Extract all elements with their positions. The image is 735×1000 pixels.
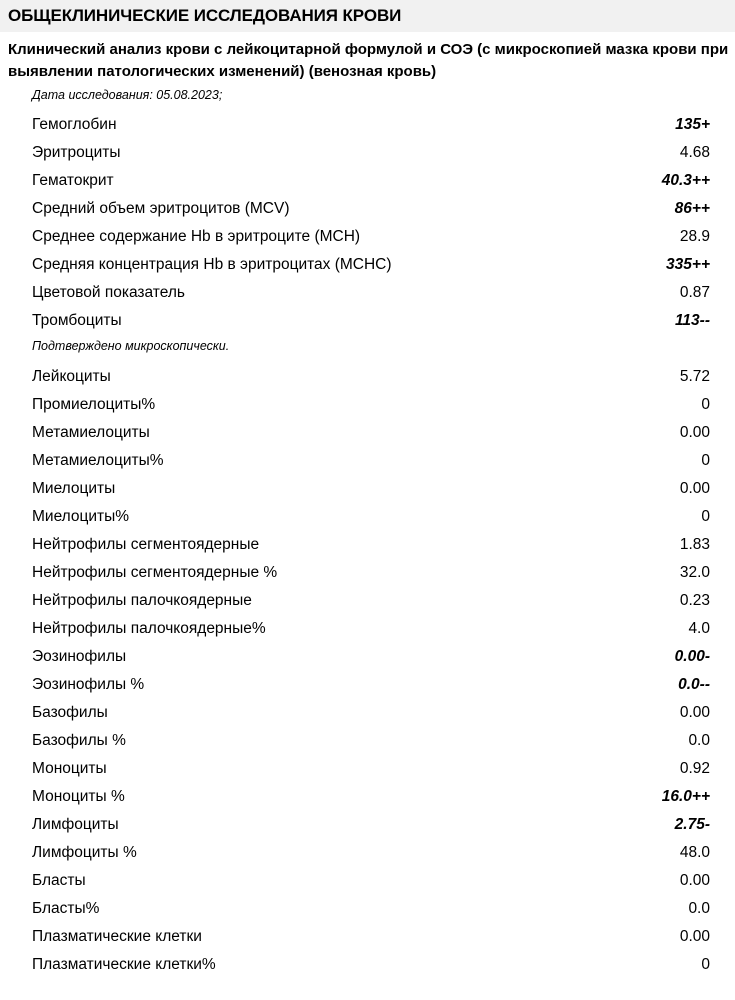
result-value-abnormal: 135+ [675, 116, 710, 133]
result-label: Лейкоциты [32, 368, 111, 385]
result-value: 0.92 [679, 760, 710, 777]
result-value-abnormal: 335++ [666, 256, 710, 273]
result-value: 32.0 [679, 564, 710, 581]
result-row [32, 704, 710, 732]
result-row [32, 928, 710, 956]
result-row [32, 872, 710, 900]
result-value-abnormal: 0.00- [674, 648, 710, 665]
result-row [32, 900, 710, 928]
study-date: Дата исследования: 05.08.2023; [32, 88, 223, 102]
result-value: 28.9 [679, 228, 710, 245]
result-value: 0 [701, 956, 710, 973]
result-value-abnormal: 86++ [674, 200, 710, 217]
result-label: Миелоциты [32, 480, 116, 497]
result-label: Эритроциты [32, 144, 121, 161]
result-label: Нейтрофилы сегментоядерные [32, 536, 260, 553]
result-row [32, 956, 710, 984]
result-row [32, 620, 710, 648]
result-label: Нейтрофилы сегментоядерные % [32, 564, 278, 581]
result-label: Базофилы [32, 704, 108, 721]
result-value: 0.00 [679, 424, 710, 441]
result-value: 1.83 [679, 536, 710, 553]
result-row [32, 116, 710, 144]
result-label: Миелоциты% [32, 508, 130, 525]
result-row [32, 144, 710, 172]
page-title: ОБЩЕКЛИНИЧЕСКИЕ ИССЛЕДОВАНИЯ КРОВИ [8, 6, 402, 25]
result-value: 0.00 [679, 872, 710, 889]
result-row [32, 536, 710, 564]
result-label: Средняя концентрация Hb в эритроцитах (MCHC) [32, 256, 392, 273]
result-value: 0 [701, 508, 710, 525]
result-row [32, 424, 710, 452]
result-value: 0.00 [679, 928, 710, 945]
result-label: Лимфоциты % [32, 844, 137, 861]
result-row [32, 844, 710, 872]
result-label: Эозинофилы [32, 648, 127, 665]
result-label: Бласты [32, 872, 86, 889]
result-label: Метамиелоциты% [32, 452, 164, 469]
result-value: 0.23 [679, 592, 710, 609]
result-row [32, 256, 710, 284]
result-row [32, 676, 710, 704]
result-value: 0.00 [679, 480, 710, 497]
result-value: 4.68 [679, 144, 710, 161]
result-row [32, 368, 710, 396]
result-label: Гемоглобин [32, 116, 117, 133]
result-row [32, 452, 710, 480]
result-row [32, 200, 710, 228]
result-label: Нейтрофилы палочкоядерные% [32, 620, 266, 637]
result-label: Моноциты % [32, 788, 125, 805]
result-value: 4.0 [688, 620, 710, 637]
result-label: Цветовой показатель [32, 284, 185, 301]
result-value: 5.72 [679, 368, 710, 385]
result-label: Эозинофилы % [32, 676, 145, 693]
result-row [32, 396, 710, 424]
result-label: Нейтрофилы палочкоядерные [32, 592, 252, 609]
result-label: Промиелоциты% [32, 396, 156, 413]
microscopy-note: Подтверждено микроскопически. [32, 339, 230, 353]
result-row [32, 312, 710, 340]
result-label: Плазматические клетки% [32, 956, 216, 973]
result-label: Базофилы % [32, 732, 126, 749]
result-value: 48.0 [679, 844, 710, 861]
report-header-band [0, 0, 735, 32]
result-row [32, 788, 710, 816]
result-value-abnormal: 0.0-- [678, 676, 710, 693]
result-row [32, 284, 710, 312]
result-value-abnormal: 40.3++ [661, 172, 710, 189]
result-row [32, 648, 710, 676]
report-subtitle-container [0, 32, 735, 83]
result-row [32, 564, 710, 592]
result-label: Моноциты [32, 760, 107, 777]
result-row [32, 228, 710, 256]
report-subtitle: Клинический анализ крови с лейкоцитарной формулой и СОЭ (с микроскопией мазка крови при выявлении патологических изменений) (венозная кровь) [8, 41, 729, 80]
result-label: Бласты% [32, 900, 100, 917]
result-label: Среднее содержание Hb в эритроците (MCH) [32, 228, 361, 245]
result-label: Лимфоциты [32, 816, 119, 833]
result-value: 0.00 [679, 704, 710, 721]
result-label: Плазматические клетки [32, 928, 202, 945]
result-value: 0 [701, 396, 710, 413]
result-row [32, 592, 710, 620]
result-label: Средний объем эритроцитов (MCV) [32, 200, 290, 217]
result-value-abnormal: 16.0++ [661, 788, 710, 805]
result-row [32, 816, 710, 844]
result-label: Метамиелоциты [32, 424, 150, 441]
result-value-abnormal: 2.75- [674, 816, 710, 833]
result-row [32, 508, 710, 536]
result-value: 0.87 [679, 284, 710, 301]
result-value: 0.0 [688, 732, 710, 749]
result-group-red-blood-panel [0, 116, 735, 340]
result-label: Гематокрит [32, 172, 114, 189]
result-label: Тромбоциты [32, 312, 122, 329]
result-row [32, 172, 710, 200]
result-row [32, 732, 710, 760]
result-value: 0.0 [688, 900, 710, 917]
result-value-abnormal: 113-- [674, 312, 710, 329]
result-group-leukocyte-differential [0, 368, 735, 984]
result-row [32, 760, 710, 788]
result-row [32, 480, 710, 508]
result-value: 0 [701, 452, 710, 469]
